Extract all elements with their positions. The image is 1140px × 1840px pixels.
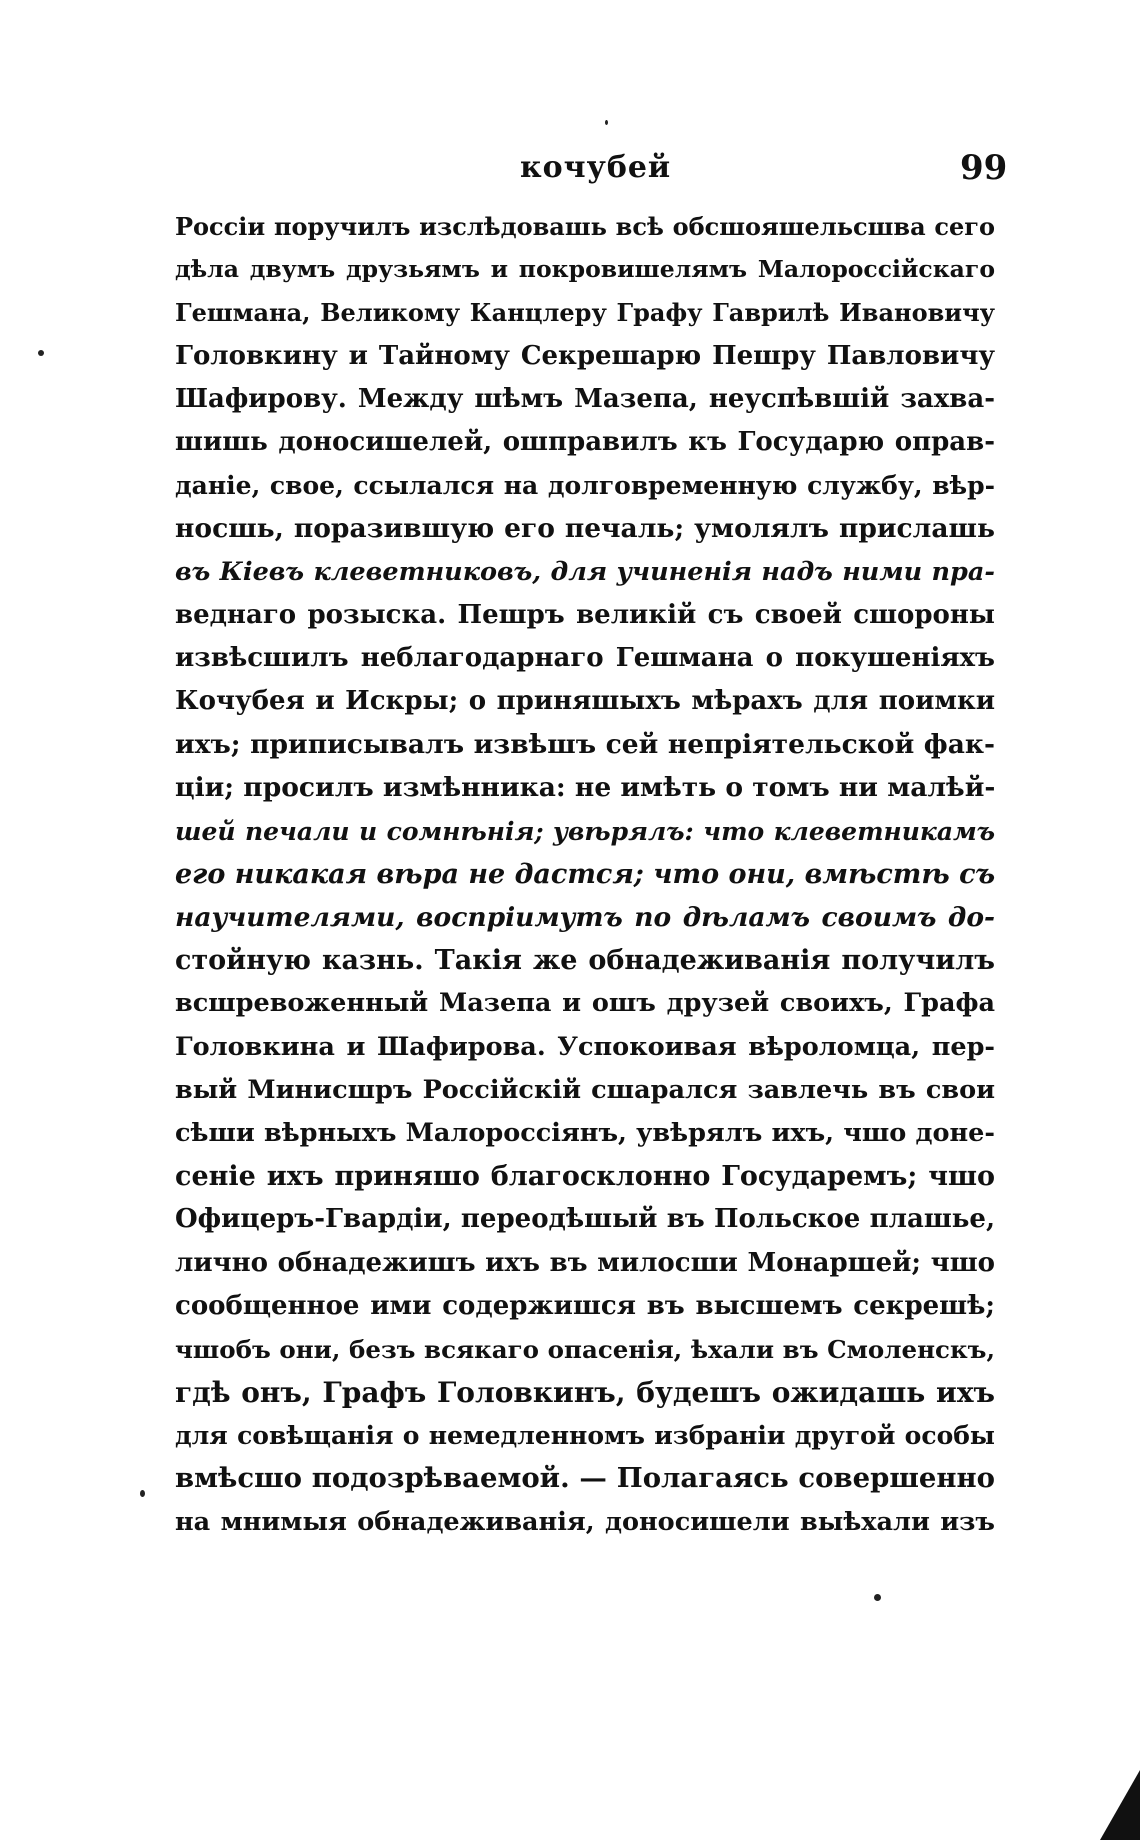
text-line: всшревоженный Мазепа и ошъ друзей своихъ, Графа xyxy=(175,988,995,1019)
text-line: даніе, свое, ссылался на долговременную службу, вѣр- xyxy=(175,471,995,501)
text-line: гдѣ онъ, Графъ Головкинъ, будешъ ожидашь ихъ xyxy=(175,1376,995,1410)
text-line: Россіи поручилъ изслѣдовашь всѣ обсшояшельсшва сего xyxy=(175,212,995,241)
text-line: шей печали и сомнѣнія; увѣрялъ: что клеветникамъ xyxy=(175,816,995,846)
text-line: ціи; просилъ измѣнника: не имѣть о томъ ни малѣй- xyxy=(175,772,995,804)
scan-speck xyxy=(140,1490,145,1497)
text-line: чшобъ они, безъ всякаго опасенія, ѣхали въ Смоленскъ, xyxy=(175,1334,995,1364)
text-line: вый Минисшръ Россійскій сшарался завлечь въ свои xyxy=(175,1074,995,1105)
text-line: Гешмана, Великому Канцлеру Графу Гаврилѣ Ивановичу xyxy=(175,298,995,328)
text-line: стойную казнь. Такія же обнадеживанія получилъ xyxy=(175,945,995,977)
body-text xyxy=(175,205,995,1544)
text-line: дѣла двумъ друзьямъ и покровишелямъ Малороссійскаго xyxy=(175,255,995,284)
text-line: Головкина и Шафирова. Успокоивая вѣроломца, пер- xyxy=(175,1031,995,1062)
text-line: въ Кіевъ клеветниковъ, для учиненія надъ ними пра- xyxy=(175,556,995,587)
text-line: сѣши вѣрныхъ Малороссіянъ, увѣрялъ ихъ, чшо доне- xyxy=(175,1117,995,1148)
text-line: его никакая вѣра не дастся; что они, вмѣстѣ съ xyxy=(175,858,995,890)
text-line: Шафирову. Между шѣмъ Мазепа, неуспѣвшій захва- xyxy=(175,383,995,414)
text-line: сообщенное ими содержишся въ высшемъ секрешѣ; xyxy=(175,1290,995,1321)
scan-speck xyxy=(874,1594,881,1601)
text-line: лично обнадежишъ ихъ въ милосши Монаршей; чшо xyxy=(175,1247,995,1278)
text-line: сеніе ихъ приняшо благосклонно Государемъ; чшо xyxy=(175,1161,995,1193)
text-line: веднаго розыска. Пешръ великій съ своей сшороны xyxy=(175,599,995,630)
text-line: Офицеръ-Гвардіи, переодѣшый въ Польское плашье, xyxy=(175,1204,995,1235)
running-head: кочубей xyxy=(520,150,672,185)
text-line: ихъ; приписывалъ извѣшъ сей непріятельской фак- xyxy=(175,729,995,761)
text-line: вмѣсшо подозрѣваемой. — Полагаясь совершенно xyxy=(175,1462,995,1495)
text-line: на мнимыя обнадеживанія, доносишели выѣхали изъ xyxy=(175,1506,995,1537)
text-line: научителями, воспріимутъ по дѣламъ своимъ до- xyxy=(175,902,995,933)
scan-speck xyxy=(38,350,44,356)
text-line: Головкину и Тайному Секрешарю Пешру Павловичу xyxy=(175,340,995,371)
text-line: носшь, поразившую его печаль; умолялъ прислашь xyxy=(175,513,995,545)
page-number: 99 xyxy=(960,148,1008,188)
text-line: Кочубея и Искры; о приняшыхъ мѣрахъ для поимки xyxy=(175,686,995,717)
text-line: шишь доносишелей, ошправилъ къ Государю оправ- xyxy=(175,426,995,457)
scan-corner-mark xyxy=(1100,1770,1140,1840)
text-line: извѣсшилъ неблагодарнаго Гешмана о покушеніяхъ xyxy=(175,642,995,673)
text-line: для совѣщанія о немедленномъ избраніи другой особы xyxy=(175,1421,995,1451)
scan-speck xyxy=(605,120,608,125)
